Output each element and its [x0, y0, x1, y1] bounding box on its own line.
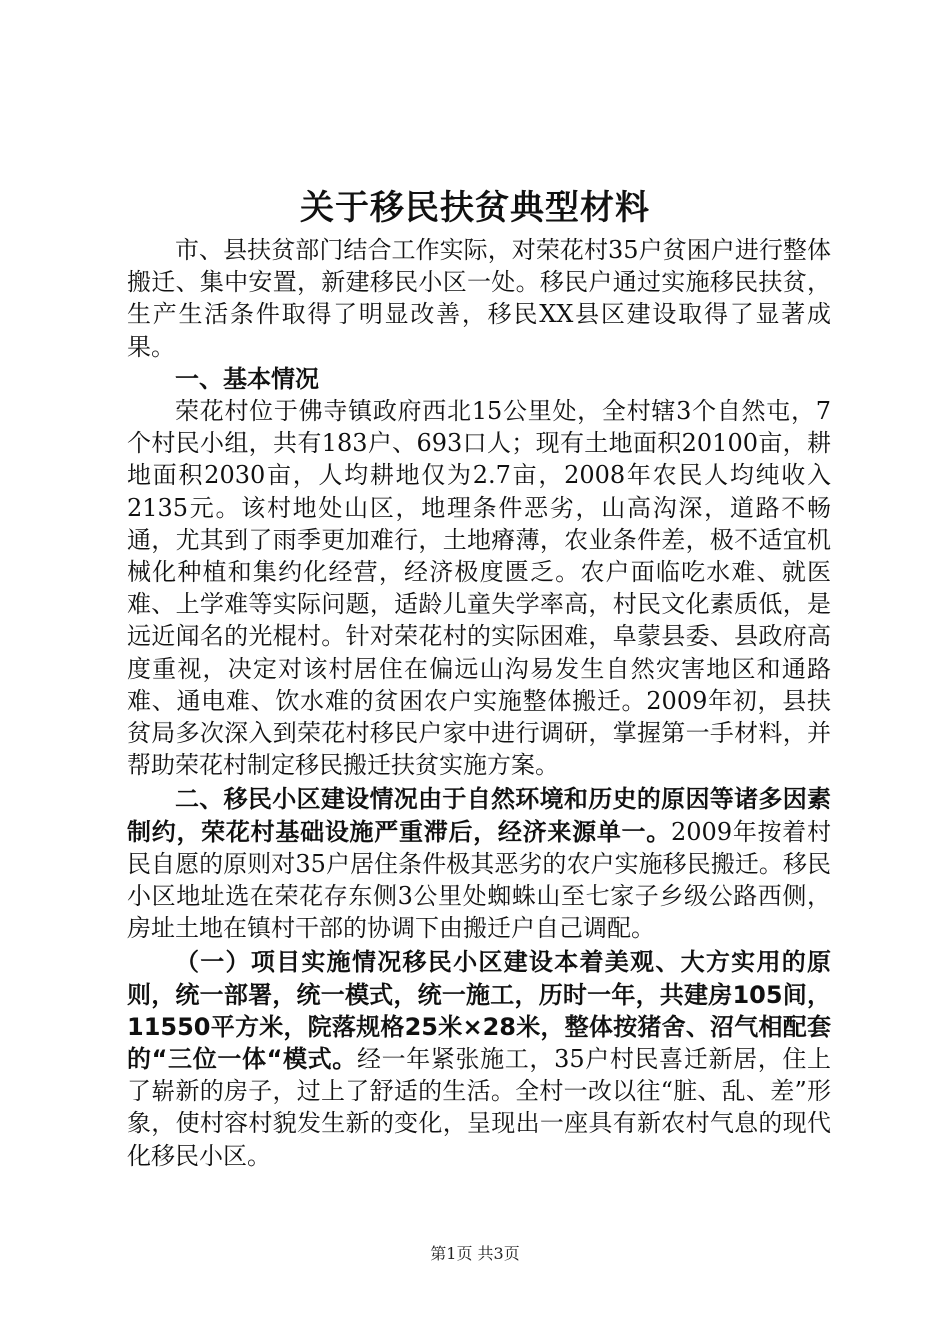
section-text-construction: 2009年按着村民自愿的原则对35户居住条件极其恶劣的农户实施移民搬迁。移民小区地址选在荣花存东侧3公里处蜘蛛山至七家子乡级公路西侧，房址土地在镇村干部的协调下由搬迁户自己调配。	[127, 817, 832, 943]
section-paragraph-construction	[127, 783, 831, 944]
section-paragraph-implementation	[127, 946, 831, 1171]
document-body	[127, 234, 831, 1172]
intro-paragraph: 市、县扶贫部门结合工作实际，对荣花村35户贫困户进行整体搬迁、集中安置，新建移民小区一处。移民户通过实施移民扶贫，生产生活条件取得了明显改善，移民XX县区建设取得了显著成果。	[127, 236, 831, 361]
page-number: 第1页 共3页	[430, 1244, 520, 1263]
section-heading-implementation: （一）项目实施情况移民小区建设本着美观、大方实用的原则，统一部署，统一模式，统一施工，历时一年，共建房105间，11550平方米，院落规格25米×28米，整体按猪舍、沼气相配套的“三位一体“模式。	[127, 948, 831, 1074]
section-text-implementation: 经一年紧张施工，35户村民喜迁新居，住上了崭新的房子，过上了舒适的生活。全村一改以往“脏、乱、差”形象，使村容村貌发生新的变化，呈现出一座具有新农村气息的现代化移民小区。	[127, 1045, 832, 1170]
section-heading-construction: 二、移民小区建设情况由于自然环境和历史的原因等诸多因素制约，荣花村基础设施严重滞后，经济来源单一。	[127, 785, 831, 846]
section-heading-basic: 一、基本情况	[175, 364, 319, 393]
document-title: 关于移民扶贫典型材料	[300, 188, 650, 228]
section-paragraph-basic: 荣花村位于佛寺镇政府西北15公里处，全村辖3个自然屯，7个村民小组，共有183户、693口人；现有土地面积20100亩，耕地面积2030亩，人均耕地仅为2.7亩，2008年农民人均纯收入2135元。该村地处山区，地理条件恶劣，山高沟深，道路不畅通，尤其到了雨季更加难行，土地瘠薄，农业条件差，极不适宜机械化种植和集约化经营，经济极度匮乏。农户面临吃水难、就医难、上学难等实际问题，适龄儿童失学率高，村民文化素质低，是远近闻名的光棍村。针对荣花村的实际困难，阜蒙县委、县政府高度重视，决定对该村居住在偏远山沟易发生自然灾害地区和通路难、通电难、饮水难的贫困农户实施整体搬迁。2009年初，县扶贫局多次深入到荣花村移民户家中进行调研，掌握第一手材料，并帮助荣花村制定移民搬迁扶贫实施方案。	[127, 397, 831, 780]
